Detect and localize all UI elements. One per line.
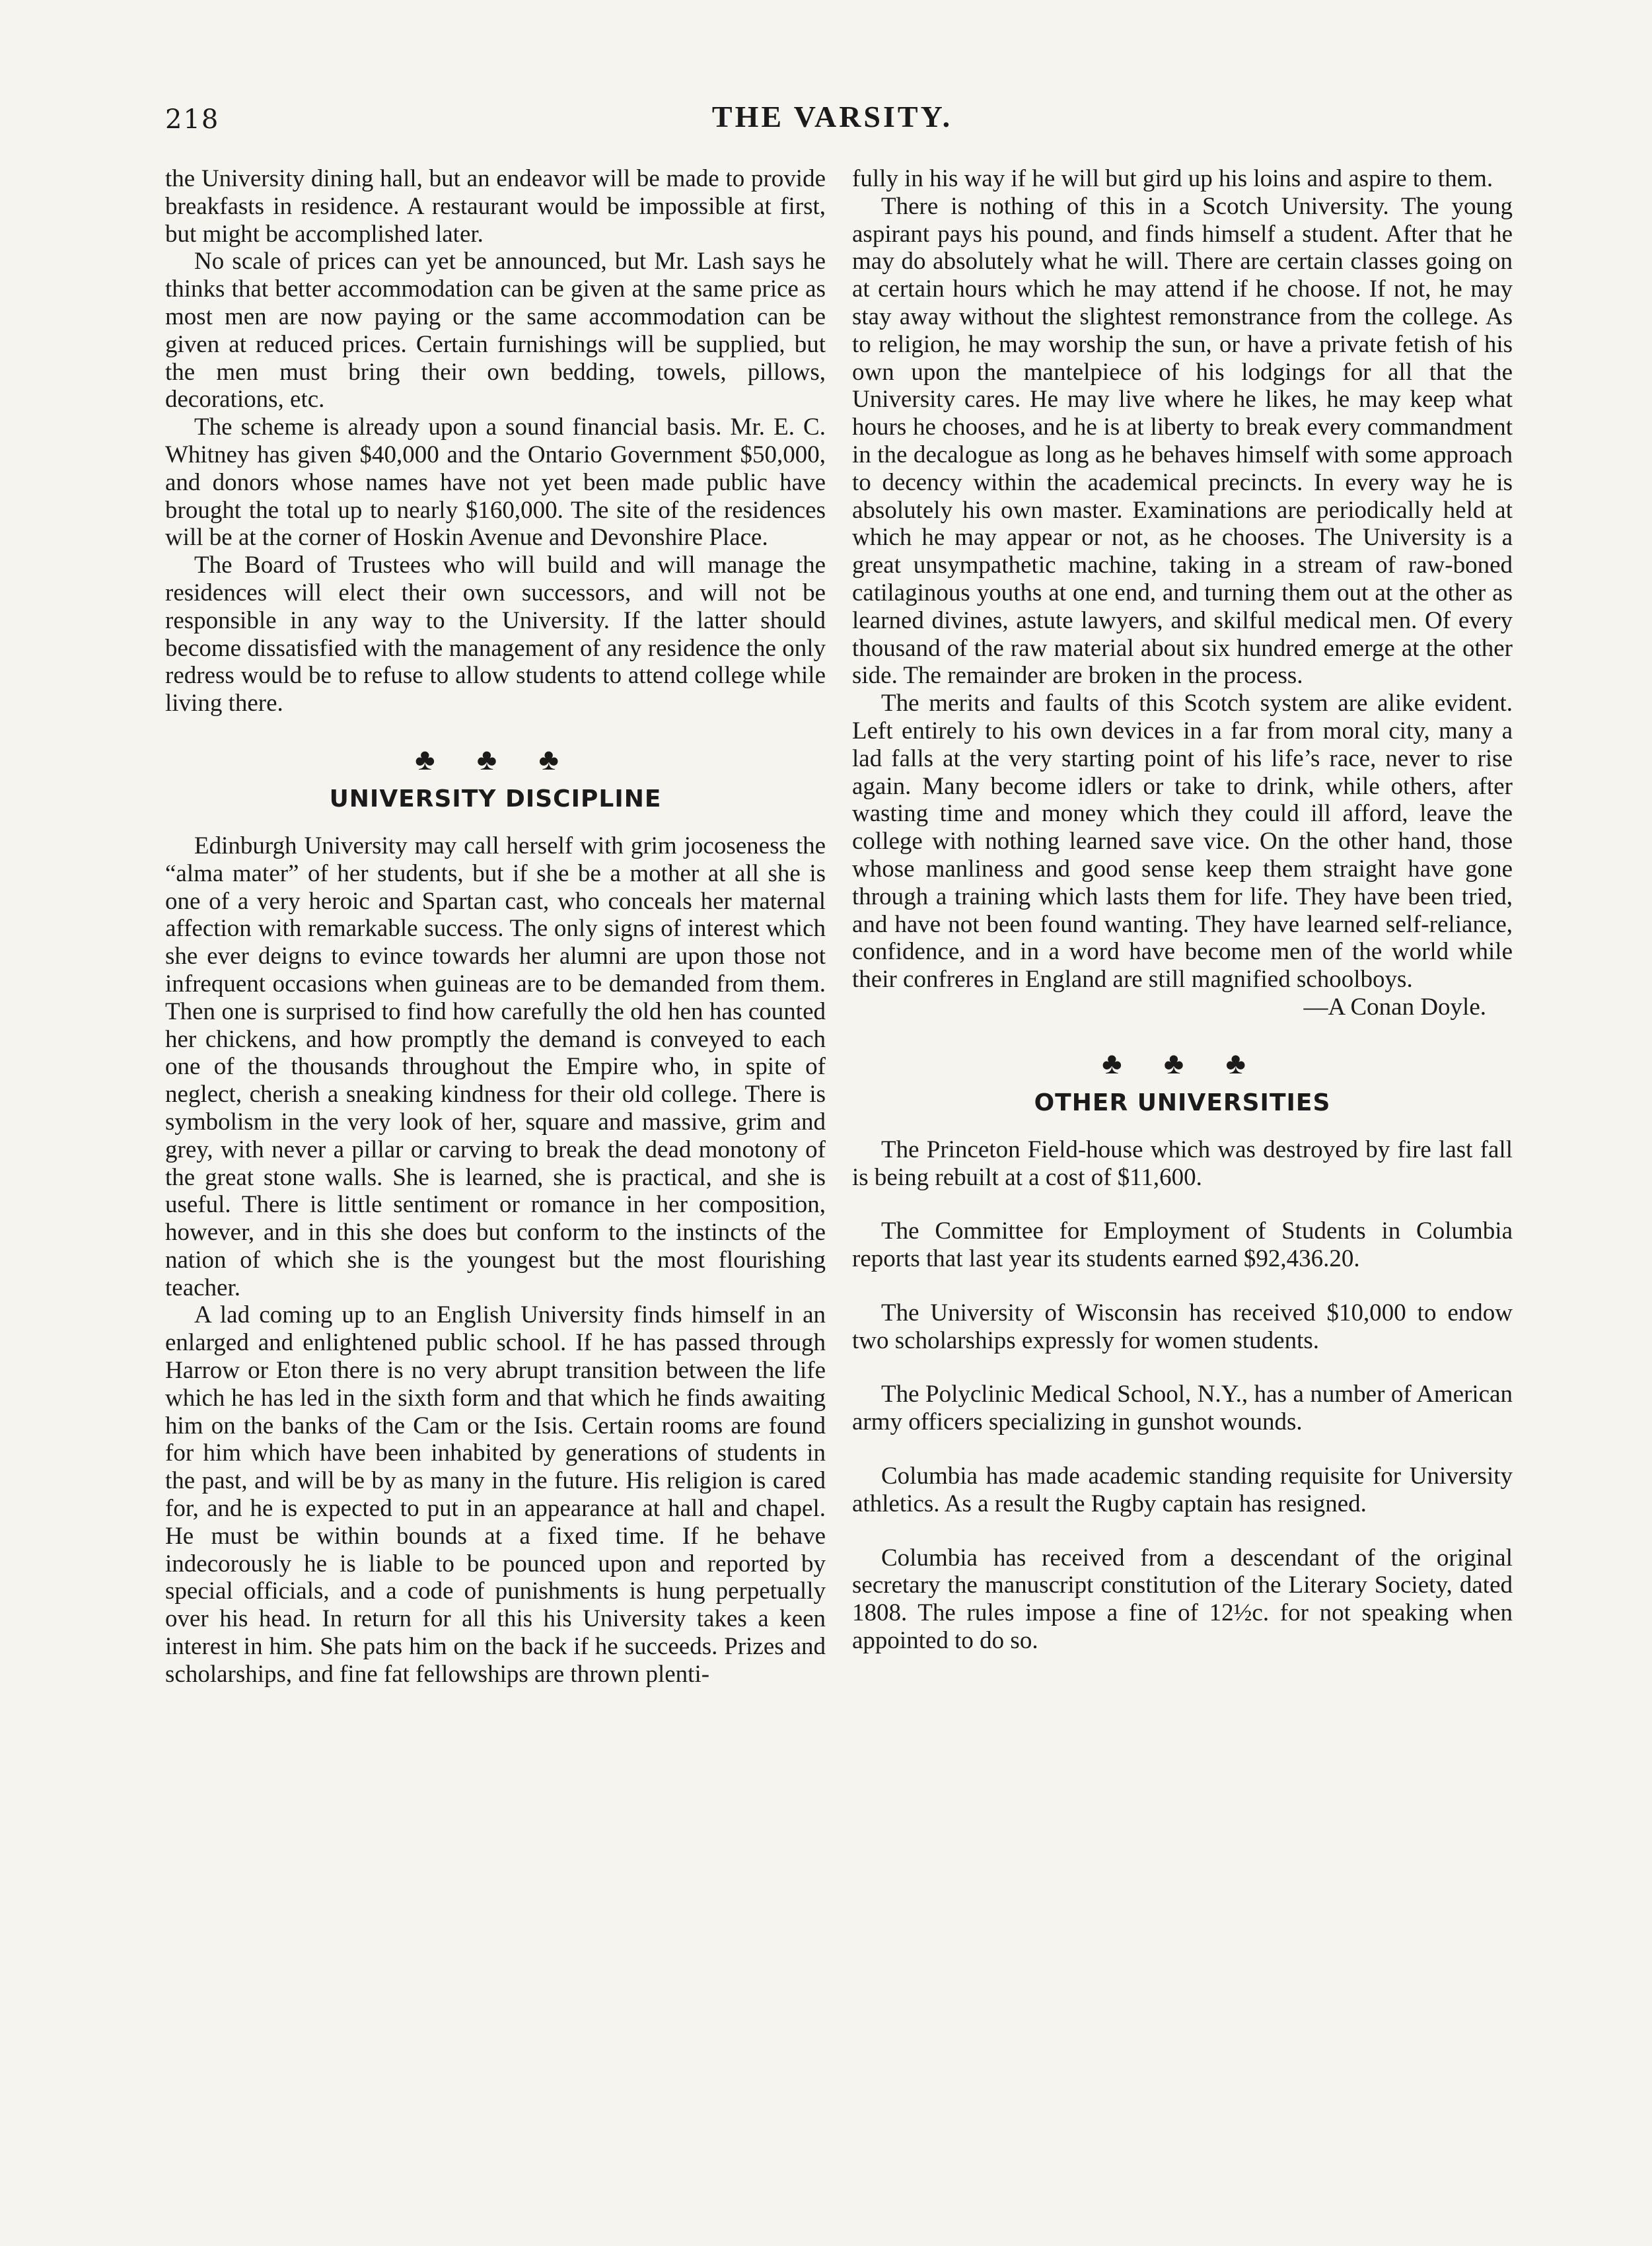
section-ornament: ♣ ♣ ♣: [1102, 1046, 1263, 1080]
paragraph: There is nothing of this in a Scotch University. The young aspirant pays his pound, and finds himself a student. After that he may do absolutely what he will. There are certain classes going on at certain hours which he may attend if he choose. If not, he may stay away without the slightest remonstrance from the college. As to religion, he may worship the sun, or have a private fetish of his own upon the mantelpiece of his lodgings for all that the University cares. He may live where he likes, he may keep what hours he chooses, and he is at liberty to break every commandment in the decalogue as long as he behaves himself with some approach to decency within the academical precincts. In every way he is absolutely his own master. Examinations are periodically held at which he may appear or not, as he chooses. The University is a great unsympathetic machine, taking in a stream of raw-boned catilaginous youths at one end, and turning them out at the other as learned divines, astute lawyers, and skilful medical men. Of every thousand of the raw material about six hundred emerge at the other side. The remainder are broken in the process.: [852, 192, 1513, 690]
news-item: Columbia has received from a descendant of the original secretary the manuscript constitution of the Literary Society, dated 1808. The rules impose a fine of 12½c. for not speaking when appointed to do so.: [852, 1544, 1513, 1655]
section-ornament: ♣ ♣ ♣: [415, 742, 576, 776]
section-title-other-universities: OTHER UNIVERSITIES: [1034, 1089, 1331, 1116]
page-header: [165, 99, 1499, 139]
paragraph: The Board of Trustees who will build and will manage the residences will elect their own successors, and will not be responsible in any way to the University. If the latter should become dissatisfied with the management of any residence the only redress would be to refuse to allow students to attend college while living there.: [165, 552, 826, 717]
paragraph: the University dining hall, but an endeavor will be made to provide breakfasts in residence. A restaurant would be impossible at first, but might be accomplished later.: [165, 165, 826, 248]
section-title-university-discipline: UNIVERSITY DISCIPLINE: [329, 785, 662, 813]
news-item: The Committee for Employment of Students in Columbia reports that last year its students earned $92,436.20.: [852, 1217, 1513, 1273]
paragraph: A lad coming up to an English University finds himself in an enlarged and enlightened public school. If he has passed through Harrow or Eton there is no very abrupt transition between the life which he has led in the sixth form and that which he finds awaiting him on the banks of the Cam or the Isis. Certain rooms are found for him which have been inhabited by generations of students in the past, and will be by as many in the future. His religion is cared for, and he is expected to put in an appearance at hall and chapel. He must be within bounds at a fixed time. If he behave indecorously he is liable to be pounced upon and reported by special officials, and a code of punishments is hung perpetually over his head. In return for all this his University takes a keen interest in him. She pats him on the back if he succeeds. Prizes and scholarships, and fine fat fellowships are thrown plenti-: [165, 1301, 826, 1688]
left-column: [165, 165, 826, 1688]
paragraph-continuation: fully in his way if he will but gird up his loins and aspire to them.: [852, 165, 1493, 192]
news-item: The Princeton Field-house which was destroyed by fire last fall is being rebuilt at a cost of $11,600.: [852, 1136, 1513, 1191]
article-byline: —A Conan Doyle.: [1303, 993, 1486, 1021]
paragraph: No scale of prices can yet be announced, but Mr. Lash says he thinks that better accommodation can be given at the same price as most men are now paying or the same accommodation can be given at reduced prices. Certain furnishings will be supplied, but the men must bring their own bedding, towels, pillows, decorations, etc.: [165, 248, 826, 414]
paragraph: The merits and faults of this Scotch system are alike evident. Left entirely to his own devices in a far from moral city, many a lad falls at the very starting point of his life’s race, never to rise again. Many become idlers or take to drink, while others, after wasting time and money which they could ill afford, leave the college with nothing learned save vice. On the other hand, those whose manliness and good sense keep them straight have gone through a training which lasts them for life. They have been tried, and have not been found wanting. They have learned self-reliance, confidence, and in a word have become men of the world while their confreres in England are still magnified schoolboys.: [852, 690, 1513, 994]
page-number: 218: [165, 104, 220, 135]
news-item: The University of Wisconsin has received $10,000 to endow two scholarships expressly for women students.: [852, 1299, 1513, 1354]
paragraph: The scheme is already upon a sound financial basis. Mr. E. C. Whitney has given $40,000 and the Ontario Government $50,000, and donors whose names have not yet been made public have brought the total up to nearly $160,000. The site of the residences will be at the corner of Hoskin Avenue and Devonshire Place.: [165, 414, 826, 552]
running-title: THE VARSITY.: [711, 100, 953, 133]
right-column: [852, 165, 1513, 1655]
news-item: The Polyclinic Medical School, N.Y., has a number of American army officers specializing in gunshot wounds.: [852, 1381, 1513, 1436]
news-item: Columbia has made academic standing requisite for University athletics. As a result the Rugby captain has resigned.: [852, 1463, 1513, 1517]
paragraph: Edinburgh University may call herself with grim jocoseness the “alma mater” of her students, but if she be a mother at all she is one of a very heroic and Spartan cast, who conceals her maternal affection with remarkable success. The only signs of interest which she ever deigns to evince towards her alumni are upon those not infrequent occasions when guineas are to be demanded from them. Then one is surprised to find how carefully the old hen has counted her chickens, and how promptly the demand is conveyed to each one of the thousands throughout the Empire who, in spite of neglect, cherish a sneaking kindness for their old college. There is symbolism in the very look of her, square and massive, grim and grey, with never a pillar or carving to break the dead monotony of the great stone walls. She is learned, she is practical, and she is useful. There is little sentiment or romance in her composition, however, and in this she does but conform to the instincts of the nation of which she is the youngest but the most flourishing teacher.: [165, 832, 826, 1301]
